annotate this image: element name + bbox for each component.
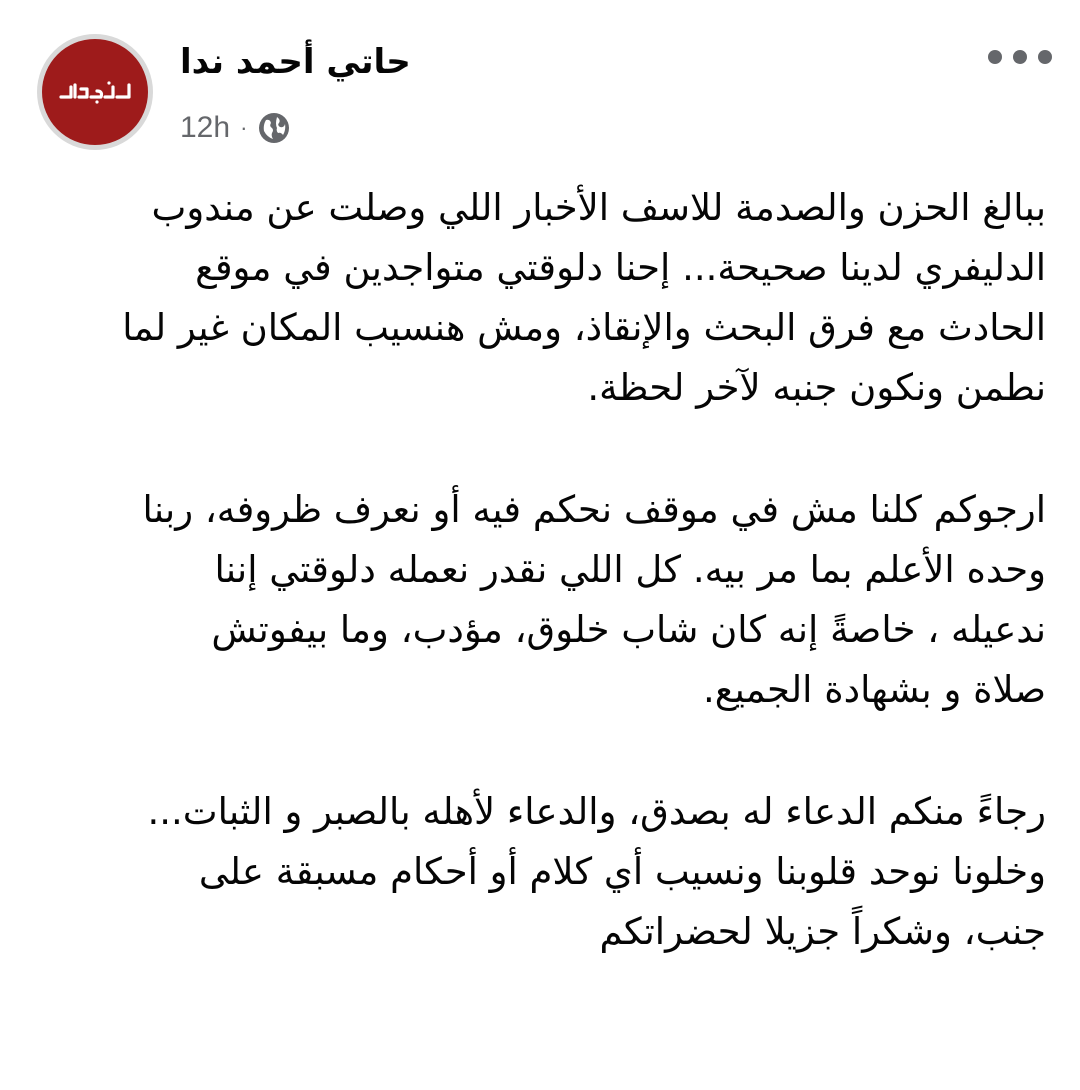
ellipsis-icon-dot — [988, 50, 1002, 64]
avatar[interactable] — [37, 34, 153, 150]
post-paragraph — [36, 782, 1046, 962]
post-body — [36, 178, 1046, 962]
post-line: ارجوكم كلنا مش في موقف نحكم فيه أو نعرف ظروفه، ربنا — [142, 488, 1046, 531]
meta-separator: · — [240, 115, 248, 140]
post-line: الدليفري لدينا صحيحة... إحنا دلوقتي متواجدين في موقع — [195, 246, 1046, 289]
post-meta — [180, 108, 291, 148]
post-line: وحده الأعلم بما مر بيه. كل اللي نقدر نعمله دلوقتي إننا — [214, 548, 1046, 591]
post-line: جنب، وشكراً جزيلا لحضراتكم — [599, 910, 1046, 953]
post-line: رجاءً منكم الدعاء له بصدق، والدعاء لأهله بالصبر و الثبات... — [147, 790, 1046, 833]
post-paragraph — [36, 178, 1046, 418]
post-line: الحادث مع فرق البحث والإنقاذ، ومش هنسيب المكان غير لما — [122, 306, 1046, 349]
post-line: ببالغ الحزن والصدمة للاسف الأخبار اللي وصلت عن مندوب — [151, 186, 1046, 229]
post-time[interactable]: 12h — [180, 111, 231, 144]
post-line: نطمن ونكون جنبه لآخر لحظة. — [587, 366, 1046, 409]
globe-icon[interactable] — [257, 111, 291, 145]
ellipsis-icon-dot — [1038, 50, 1052, 64]
post-line: صلاة و بشهادة الجميع. — [703, 668, 1046, 711]
post-header — [0, 0, 1080, 160]
post-line: وخلونا نوحد قلوبنا ونسيب أي كلام أو أحكام مسبقة على — [198, 850, 1046, 893]
post-line: ندعيله ، خاصةً إنه كان شاب خلوق، مؤدب، وما بيفوتش — [211, 608, 1046, 651]
page-logo — [42, 79, 148, 105]
post-paragraph — [36, 480, 1046, 720]
page-name[interactable]: حاتي أحمد ندا — [180, 42, 411, 82]
avatar-image — [42, 39, 148, 145]
more-options-button[interactable] — [988, 42, 1052, 72]
ellipsis-icon-dot — [1013, 50, 1027, 64]
